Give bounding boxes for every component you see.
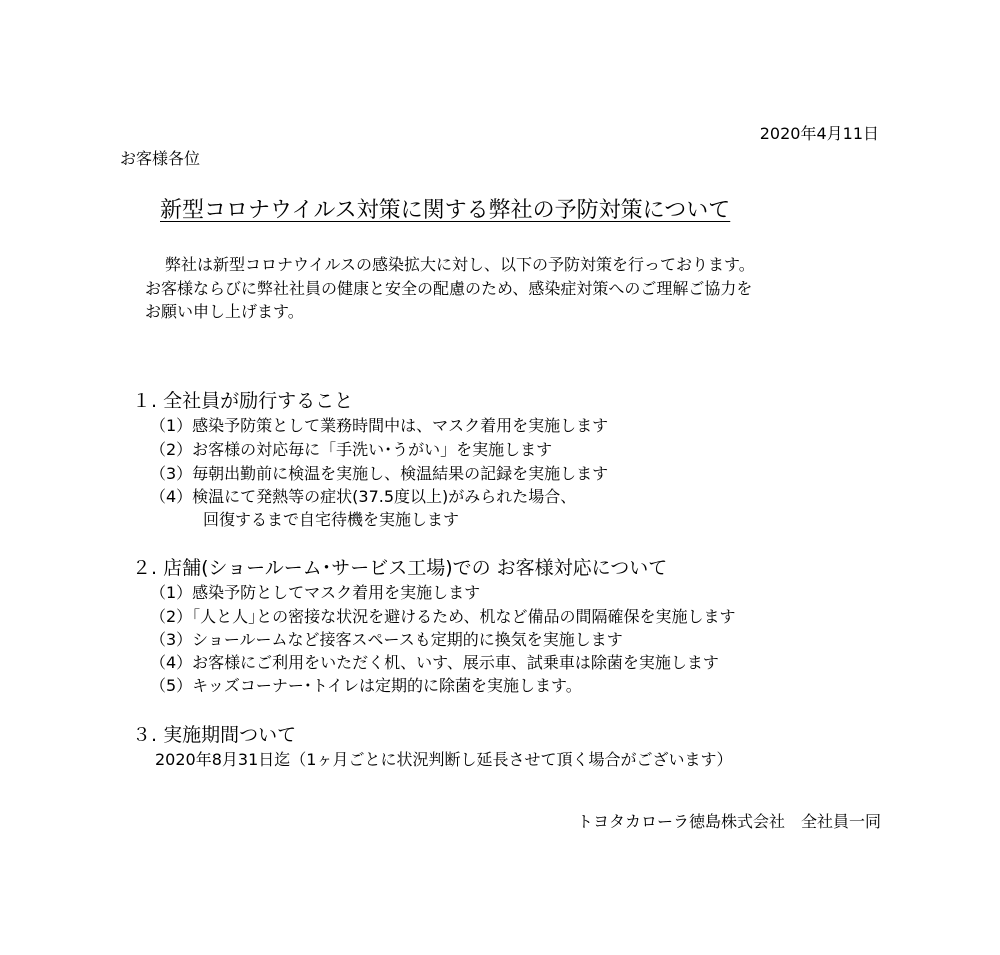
intro-line-3: お願い申し上げます。 — [145, 302, 304, 321]
list-item: （1）感染予防としてマスク着用を実施します — [150, 583, 481, 602]
section-heading: ２. 店舗(ショールーム･サービス工場)での お客様対応について — [132, 556, 668, 579]
document-date: 2020年4月11日 — [759, 124, 879, 143]
list-item: （4）検温にて発熱等の症状(37.5度以上)がみられた場合、 — [150, 487, 577, 506]
list-item: 2020年8月31日迄（1ヶ月ごとに状況判断し延長させて頂く場合がございます） — [155, 750, 733, 769]
document-title: 新型コロナウイルス対策に関する弊社の予防対策について — [160, 198, 731, 223]
recipient-line: お客様各位 — [120, 149, 201, 168]
section-heading: ３. 実施期間ついて — [132, 723, 297, 746]
list-item: （4）お客様にご利用をいただく机、いす、展示車、試乗車は除菌を実施します — [150, 653, 719, 672]
list-item: （1）感染予防策として業務時間中は、マスク着用を実施します — [150, 416, 609, 435]
intro-line-1: 弊社は新型コロナウイルスの感染拡大に対し、以下の予防対策を行っております。 — [165, 255, 755, 274]
list-item: （3）毎朝出勤前に検温を実施し、検温結果の記録を実施します — [150, 464, 609, 483]
closing-signature: トヨタカローラ徳島株式会社 全社員一同 — [576, 812, 881, 831]
list-item: （2）お客様の対応毎に「手洗い･うがい」を実施します — [150, 440, 553, 459]
list-item: （5）キッズコーナー･トイレは定期的に除菌を実施します。 — [150, 676, 582, 695]
section-heading: １. 全社員が励行すること — [132, 389, 354, 412]
list-item: （2）｢人と人｣との密接な状況を避けるため、机など備品の間隔確保を実施します — [150, 607, 736, 626]
list-item-continuation: 回復するまで自宅待機を実施します — [203, 510, 460, 529]
list-item: （3）ショールームなど接客スペースも定期的に換気を実施します — [150, 630, 623, 649]
intro-line-2: お客様ならびに弊社社員の健康と安全の配慮のため、感染症対策へのご理解ご協力を — [145, 279, 753, 298]
